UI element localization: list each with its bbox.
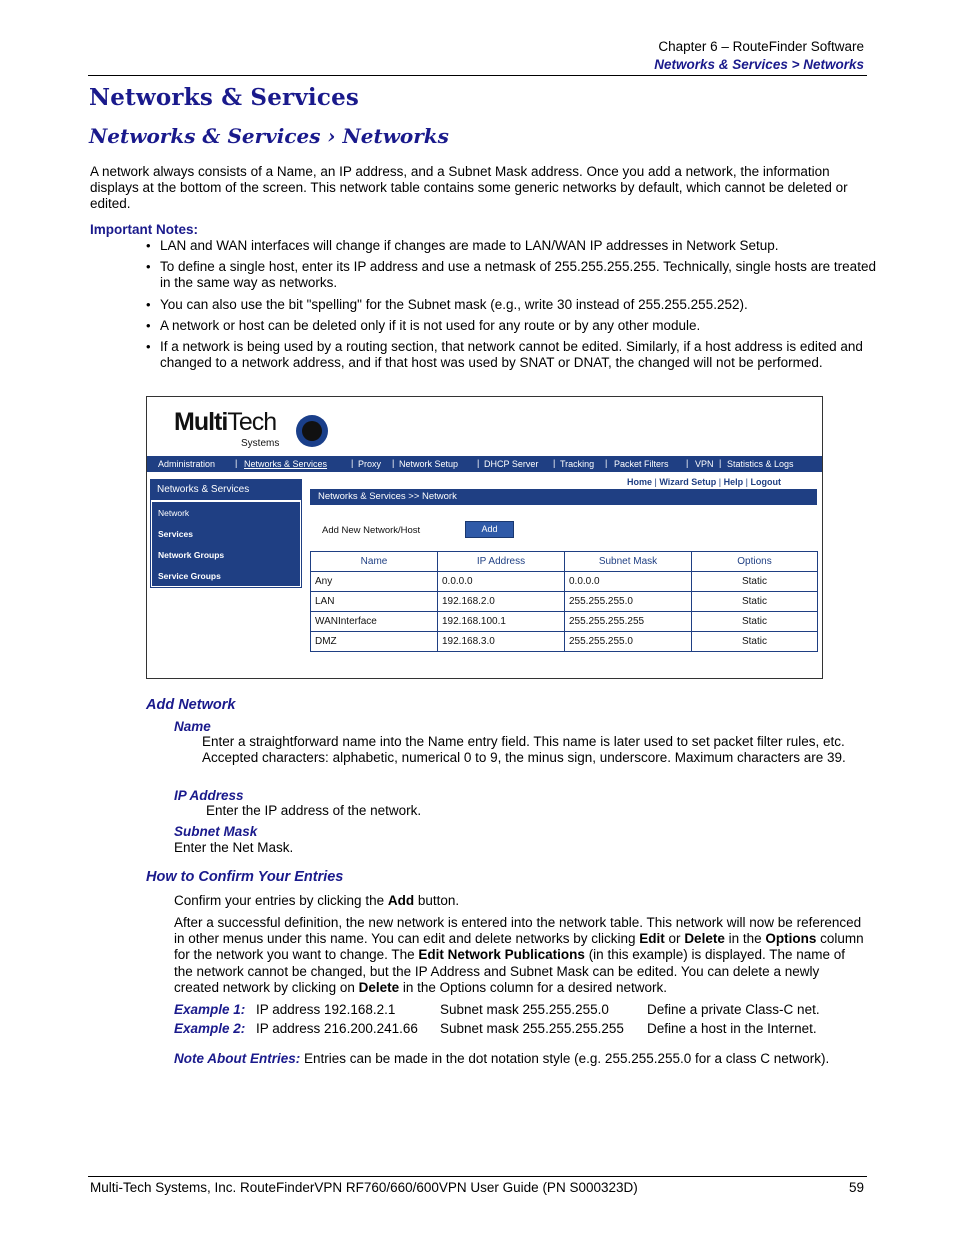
link-help[interactable]: Help (723, 477, 744, 487)
cell-options: Static (692, 612, 818, 632)
notes-heading: Important Notes: (90, 222, 198, 237)
nav-networks-services[interactable]: Networks & Services (244, 459, 328, 469)
cell-mask: 255.255.255.0 (565, 592, 692, 612)
list-item: • You can also use the bit "spelling" for the Subnet mask (e.g., write 30 instead of 255.255.255.252). (160, 297, 882, 313)
nav-network-setup[interactable]: Network Setup (399, 459, 459, 469)
sidebar (150, 479, 302, 588)
notes-list (145, 238, 882, 376)
breadcrumb: Networks & Services >> Network (310, 489, 817, 505)
note-about-entries: Note About Entries: Entries can be made in the dot notation style (e.g. 255.255.255.0 for a class C network). (174, 1051, 830, 1066)
cell-ip: 192.168.3.0 (438, 632, 565, 652)
utility-links: Home | Wizard Setup | Help | Logout (627, 477, 781, 487)
logo-circle-icon (296, 415, 328, 447)
confirm-heading: How to Confirm Your Entries (146, 869, 344, 885)
logo-brand-light: Tech (227, 408, 277, 436)
intro-paragraph: A network always consists of a Name, an IP address, and a Subnet Mask address. Once you add a network, the information displays at the bottom of the screen. This network table contains some generic networks by default, which cannot be deleted or edited. (90, 164, 848, 212)
table-row (311, 632, 818, 652)
list-item: • A network or host can be deleted only if it is not used for any route or by any other module. (160, 318, 882, 334)
nav-separator: | (392, 458, 395, 468)
sidebar-item-network-groups[interactable]: Network Groups (158, 550, 225, 560)
column-header-ip: IP Address (438, 552, 565, 572)
sidebar-title: Networks & Services (151, 480, 301, 500)
nav-separator: | (719, 458, 722, 468)
nav-proxy[interactable]: Proxy (358, 459, 382, 469)
section-header: Networks & Services > Networks (654, 57, 864, 72)
nav-separator: | (351, 458, 354, 468)
multitech-logo (174, 406, 334, 450)
chapter-header: Chapter 6 – RouteFinder Software (658, 39, 864, 54)
confirm-paragraph-2: After a successful definition, the new network is entered into the network table. This network will now be referenced in other menus under this name. You can edit and delete networks by clicking Edit or Delete in the Options column for the network you want to change. The Edit Network Publications (in this example) is displayed. The name of the network cannot be changed, but the IP Address and Subnet Mask can be edited. You can delete a newly created network by clicking on Delete in the Options column for a desired network. (174, 915, 864, 995)
footer-divider (88, 1176, 867, 1177)
add-network-label: Add New Network/Host (322, 525, 421, 536)
example-2-desc: Define a host in the Internet. (647, 1021, 817, 1036)
example-2-mask: Subnet mask 255.255.255.255 (440, 1021, 624, 1036)
cell-options: Static (692, 632, 818, 652)
nav-vpn[interactable]: VPN (695, 459, 714, 469)
nav-administration[interactable]: Administration (158, 459, 216, 469)
example-2-ip: IP address 216.200.241.66 (256, 1021, 418, 1036)
column-header-options: Options (692, 552, 818, 572)
example-2-label: Example 2: (174, 1021, 246, 1036)
list-item: • To define a single host, enter its IP address and use a netmask of 255.255.255.255. Technically, single hosts are treated in the same way as networks. (160, 259, 882, 291)
sidebar-item-service-groups[interactable]: Service Groups (158, 571, 221, 581)
link-logout[interactable]: Logout (750, 477, 781, 487)
example-1-label: Example 1: (174, 1002, 246, 1017)
logo-systems: Systems (241, 438, 280, 449)
list-item: • If a network is being used by a routing section, that network cannot be edited. Similarly, if a host address is edited and changed to a network address, and if that host was used by SNAT or DNAT, the changed will not be performed. (160, 339, 882, 371)
nav-separator: | (605, 458, 608, 468)
cell-options: Static (692, 572, 818, 592)
link-home[interactable]: Home (627, 477, 653, 487)
header-divider (88, 75, 867, 76)
column-header-mask: Subnet Mask (565, 552, 692, 572)
nav-separator: | (553, 458, 556, 468)
name-label: Name (174, 719, 211, 734)
network-table (310, 551, 818, 652)
cell-name: DMZ (311, 632, 438, 652)
ip-address-description: Enter the IP address of the network. (206, 803, 422, 818)
page-subtitle: Networks & Services › Networks (89, 124, 449, 148)
table-row (311, 572, 818, 592)
table-row (311, 612, 818, 632)
logo-brand-bold: Multi (174, 408, 228, 436)
cell-name: LAN (311, 592, 438, 612)
cell-options: Static (692, 592, 818, 612)
nav-statistics-logs[interactable]: Statistics & Logs (727, 459, 794, 469)
router-ui-screenshot (146, 396, 823, 679)
sidebar-menu (152, 502, 300, 586)
footer-text: Multi-Tech Systems, Inc. RouteFinderVPN RF760/660/600VPN User Guide (PN S000323D) (90, 1180, 638, 1195)
name-description: Enter a straightforward name into the Name entry field. This name is later used to set packet filter rules, etc. Accepted characters: alphabetic, numerical 0 to 9, the minus sign, underscore. Maximum characters are 39. (202, 734, 846, 766)
link-wizard-setup[interactable]: Wizard Setup (659, 477, 717, 487)
add-button[interactable]: Add (465, 521, 514, 538)
cell-name: WANInterface (311, 612, 438, 632)
example-1-desc: Define a private Class-C net. (647, 1002, 820, 1017)
cell-ip: 0.0.0.0 (438, 572, 565, 592)
nav-dhcp-server[interactable]: DHCP Server (484, 459, 539, 469)
table-row (311, 592, 818, 612)
top-navigation (147, 456, 822, 472)
sidebar-item-network[interactable]: Network (158, 508, 190, 518)
cell-mask: 255.255.255.0 (565, 632, 692, 652)
cell-name: Any (311, 572, 438, 592)
example-1-mask: Subnet mask 255.255.255.0 (440, 1002, 609, 1017)
nav-tracking[interactable]: Tracking (560, 459, 595, 469)
sidebar-item-services[interactable]: Services (158, 529, 193, 539)
example-1-ip: IP address 192.168.2.1 (256, 1002, 396, 1017)
list-item: • LAN and WAN interfaces will change if changes are made to LAN/WAN IP addresses in Network Setup. (160, 238, 882, 254)
cell-ip: 192.168.2.0 (438, 592, 565, 612)
subnet-mask-label: Subnet Mask (174, 824, 258, 839)
nav-separator: | (477, 458, 480, 468)
cell-ip: 192.168.100.1 (438, 612, 565, 632)
confirm-paragraph-1: Confirm your entries by clicking the Add button. (174, 893, 460, 908)
add-network-heading: Add Network (146, 697, 236, 713)
ip-address-label: IP Address (174, 788, 244, 803)
page-number: 59 (848, 1180, 864, 1195)
nav-packet-filters[interactable]: Packet Filters (614, 459, 669, 469)
nav-separator: | (235, 458, 238, 468)
nav-separator: | (686, 458, 689, 468)
page-title: Networks & Services (89, 84, 360, 111)
subnet-mask-description: Enter the Net Mask. (174, 840, 294, 855)
cell-mask: 255.255.255.255 (565, 612, 692, 632)
cell-mask: 0.0.0.0 (565, 572, 692, 592)
column-header-name: Name (311, 552, 438, 572)
